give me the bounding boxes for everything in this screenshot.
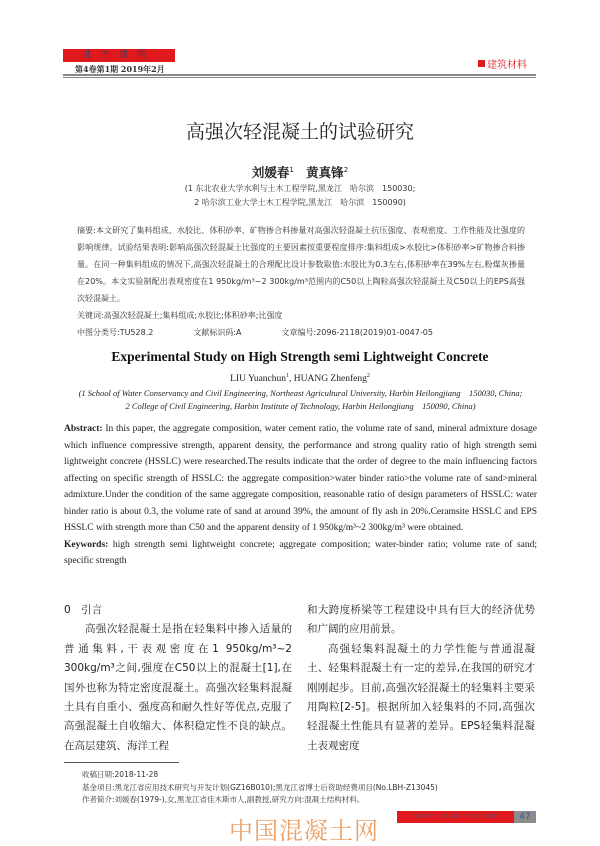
header-rule: [63, 74, 536, 76]
watermark: 中国混凝土网: [229, 817, 379, 845]
article-number: 文章编号:2096-2118(2019)01-0047-05: [281, 328, 433, 337]
affiliation-cn-2: 2 哈尔滨工业大学土木工程学院,黑龙江 哈尔滨 150090): [194, 198, 406, 207]
footnote-received: 收稿日期:2018-11-28: [82, 770, 159, 779]
author-sup: 1: [289, 165, 294, 174]
authors-en: LIU Yuanchun$^1$, HUANG Zhenfeng$^2$: [230, 373, 370, 385]
author-name: 黄真锋: [306, 165, 344, 180]
section-label: 建筑材料: [487, 60, 527, 71]
keywords-cn: 关键词:高强次轻混凝土;集料组成;水胶比;体积砂率;比强度: [77, 311, 283, 320]
author-sup: 2: [366, 373, 370, 379]
section-heading: 0 引言: [64, 604, 103, 616]
affiliation-en-1: (1 School of Water Conservancy and Civil Engineering, Northeast Agricultural University, Harbin Heilongjiang 150030, China;: [78, 388, 523, 398]
author-name-en: HUANG Zhenfeng: [293, 374, 367, 385]
footnote-rule: [64, 762, 179, 763]
affiliation-cn-1: (1 东北农业大学水利与土木工程学院,黑龙江 哈尔滨 150030;: [184, 184, 416, 193]
abstract-en: [64, 421, 537, 537]
square-icon: [478, 60, 485, 67]
document-code: 文献标识码:A: [193, 328, 242, 337]
abstract-cn-block: [77, 222, 525, 341]
english-front-matter: [64, 387, 537, 570]
author-name-en: LIU Yuanchun: [230, 374, 286, 385]
keywords-text: high strength semi lightweight concrete; aggregate composition; water-binder ratio; volume rate of sand; specific strength: [64, 539, 538, 566]
paper-title-cn: 高强次轻混凝土的试验研究: [185, 121, 414, 143]
paper-title-en: Experimental Study on High Strength semi Lightweight Concrete: [111, 349, 489, 364]
footnote-author-bio: 作者简介:刘媛春(1979-),女,黑龙江省佳木斯市人,副教授,研究方向:混凝土结构材料。: [82, 795, 365, 804]
body-paragraph: 高强轻集料混凝土的力学性能与普通混凝土、轻集料混凝土有一定的差异,在我国的研究才刚刚起步。目前,高强次轻混凝土的轻集料主要采用陶粒[2-5]。根据所加入轻集料的不同,高强次轻混凝土性能具有显著的差异。EPS轻集料混凝土表观密度: [307, 642, 535, 752]
journal-badge: 北方建筑: [63, 49, 175, 62]
body-column-left: [64, 601, 292, 756]
page-number: 47: [514, 811, 536, 823]
abstract-text: In this paper, the aggregate composition, water cement ratio, the volume rate of sand, mineral admixture dosage which influence compressive strength, apparent density, the performance and strong quality ratio of high strength semi lightweight concrete (HSSLC) were researched.The results indicate that the order of degree to the main influencing factors affecting on specific strength of HSSLC: the aggregate composition>water binder ratio>the volume rate of sand>mineral admixture.Under the condition of the same aggregate composition, reasonable ratio of design parameters of HSSLC: water binder ratio is about 0.3, the volume rate of sand at around 39%, the amount of fly ash in 20%.Ceramsite HSSLC and EPS HSSLC with strength more than C50 and the apparent density of 1 950kg/m³~2 300kg/m³ were obtained.: [64, 424, 537, 533]
affiliation-en-2: 2 College of Civil Engineering, Harbin Institute of Technology, Harbin Heilongjiang 150090, China): [125, 401, 476, 411]
keywords-label: Keywords:: [64, 539, 109, 550]
issue-info: 第4卷第1期 2019年2月: [75, 64, 165, 74]
keywords-en: [64, 537, 537, 570]
header-rule-thin: [63, 77, 536, 78]
classification-line: [77, 324, 525, 341]
abstract-cn: 摘要:本文研究了集料组成、水胶比、体积砂率、矿物掺合料掺量对高强次轻混凝土抗压强度、表观密度、工作性能及比强度的影响规律。试验结果表明:影响高强次轻混凝土比强度的主要因素按重要程度排序:集料组成>水胶比>体积砂率>矿物掺合料掺量。在同一种集料组成的情况下,高强次轻混凝土的合理配比设计参数取值:水胶比为0.3左右,体积砂率在39%左右,粉煤灰掺量在20%。本文实验制配出表观密度在1 950kg/m³~2 300kg/m³范围内的C50以上陶粒高强次轻混凝土及C50以上的EPS高强次轻混凝土。: [77, 226, 525, 303]
section-tag: [478, 56, 527, 71]
clc-number: 中图分类号:TU528.2: [77, 328, 154, 337]
author-sup: 1: [286, 373, 289, 379]
body-paragraph: 高强次轻混凝土是指在轻集料中掺入适量的普通集料,干表观密度在1 950kg/m³~2 300kg/m³之间,强度在C50以上的混凝土[1],在国外也称为特定密度混凝土。高强次轻集料混凝土具有自重小、强度高和耐久性好等优点,克服了高强混凝土自收缩大、体积稳定性不良的缺点。在高层建筑、海洋工程: [64, 623, 292, 752]
footnote-fund: 基金项目:黑龙江省应用技术研究与开发计划(GZ16B010);黑龙江省博士后资助经费项目(No.LBH-Z13045): [82, 782, 438, 792]
abstract-label: Abstract:: [64, 424, 103, 434]
body-paragraph: 和大跨度桥梁等工程建设中具有巨大的经济优势和广阔的应用前景。: [307, 604, 535, 636]
footnotes: [82, 769, 536, 807]
author-sup: 2: [343, 165, 349, 174]
body-column-right: [307, 601, 535, 756]
author-name: 刘媛春: [251, 165, 290, 180]
footer-journal-bar: NORTHERN ARCHITECTURE: [397, 811, 514, 823]
authors-cn: [0, 163, 600, 181]
